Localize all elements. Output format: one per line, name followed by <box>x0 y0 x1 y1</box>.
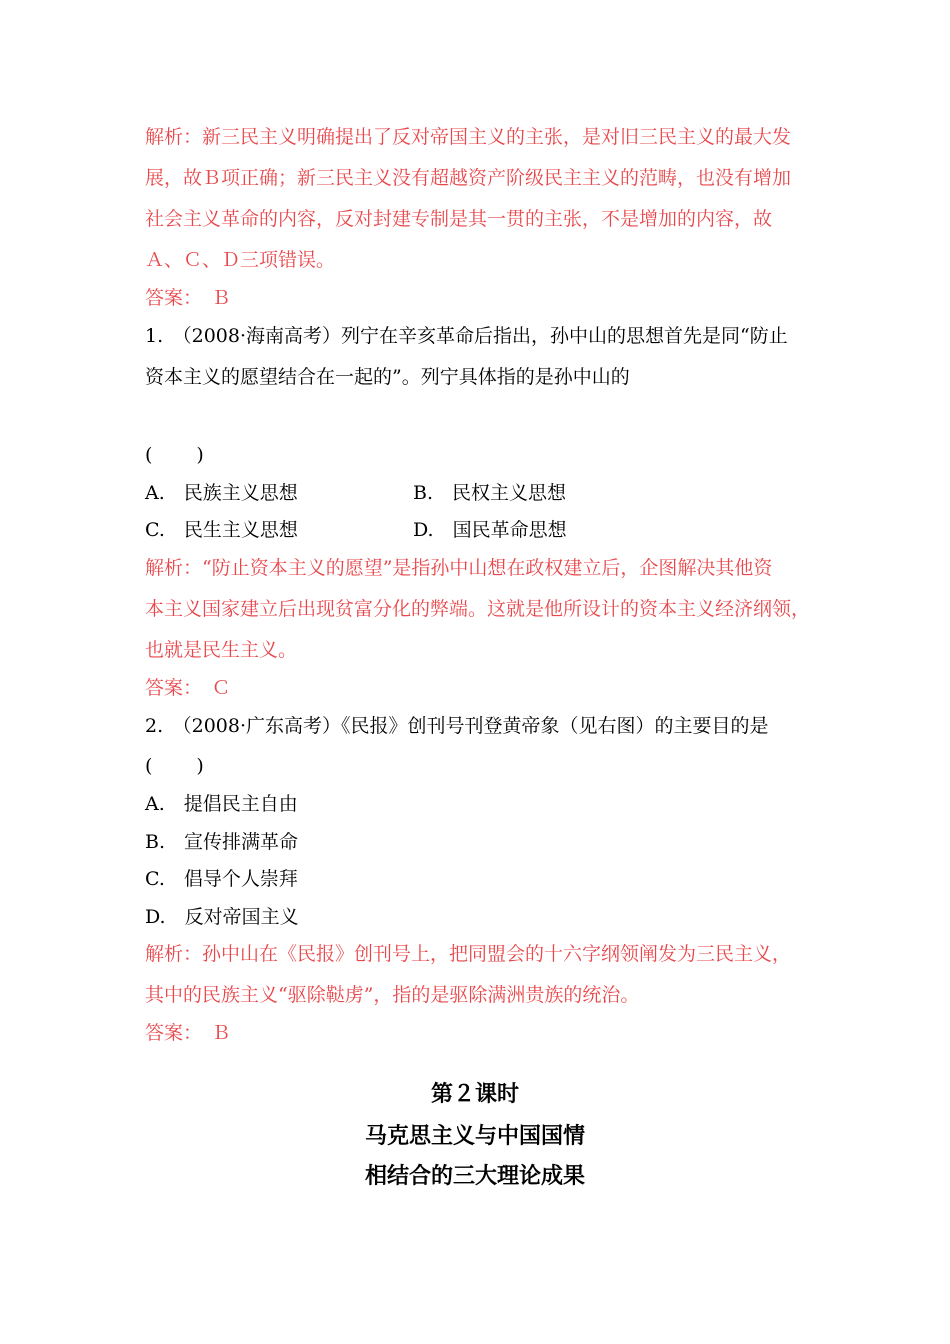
option-row <box>145 481 567 505</box>
paren-open: ( <box>145 755 153 777</box>
paren-close: ) <box>196 444 204 466</box>
answer-line: 答案： Ｂ <box>145 1022 231 1044</box>
option-c: C. 民生主义思想 <box>145 519 298 541</box>
answer-parentheses <box>145 754 204 778</box>
option-a: A. 民族主义思想 <box>145 482 298 504</box>
option-d: D. 反对帝国主义 <box>145 906 299 928</box>
analysis-line: 也就是民生主义。 <box>145 639 298 661</box>
paren-open: ( <box>145 444 153 466</box>
paren-close: ) <box>196 755 204 777</box>
analysis-line: 其中的民族主义“驱除鞑虏”，指的是驱除满洲贵族的统治。 <box>145 984 640 1006</box>
analysis-line: 社会主义革命的内容，反对封建专制是其一贯的主张，不是增加的内容，故 <box>145 208 773 230</box>
option-c: C. 倡导个人崇拜 <box>145 868 298 890</box>
analysis-line: 解析：孙中山在《民报》创刊号上，把同盟会的十六字纲领阐发为三民主义， <box>145 943 792 965</box>
question-stem: 资本主义的愿望结合在一起的”。列宁具体指的是孙中山的 <box>145 366 630 388</box>
option-d: D. 国民革命思想 <box>413 519 567 541</box>
answer-line: 答案： Ｂ <box>145 287 231 309</box>
section-title-line1: 马克思主义与中国国情 <box>364 1124 585 1149</box>
option-row <box>145 518 567 542</box>
option-b: B. 民权主义思想 <box>413 482 567 504</box>
question-stem: 1. （2008·海南高考）列宁在辛亥革命后指出，孙中山的思想首先是同“防止 <box>145 325 788 347</box>
analysis-line: 展，故Ｂ项正确；新三民主义没有超越资产阶级民主主义的范畴，也没有增加 <box>145 167 792 189</box>
option-a: A. 提倡民主自由 <box>145 793 298 815</box>
question-stem: 2. （2008·广东高考）《民报》创刊号刊登黄帝象（见右图）的主要目的是 <box>145 715 769 737</box>
answer-parentheses <box>145 443 204 467</box>
section-title-line2: 相结合的三大理论成果 <box>364 1164 585 1189</box>
analysis-line: 本主义国家建立后出现贫富分化的弊端。这就是他所设计的资本主义经济纲领， <box>145 598 811 620</box>
analysis-line: Ａ、Ｃ、Ｄ三项错误。 <box>145 249 336 271</box>
analysis-line: 解析：新三民主义明确提出了反对帝国主义的主张，是对旧三民主义的最大发 <box>145 126 792 148</box>
analysis-line: 解析：“防止资本主义的愿望”是指孙中山想在政权建立后，企图解决其他资 <box>145 557 773 579</box>
lesson-heading: 第２课时 <box>430 1082 519 1107</box>
option-b: B. 宣传排满革命 <box>145 831 299 853</box>
answer-line: 答案： Ｃ <box>145 677 231 699</box>
